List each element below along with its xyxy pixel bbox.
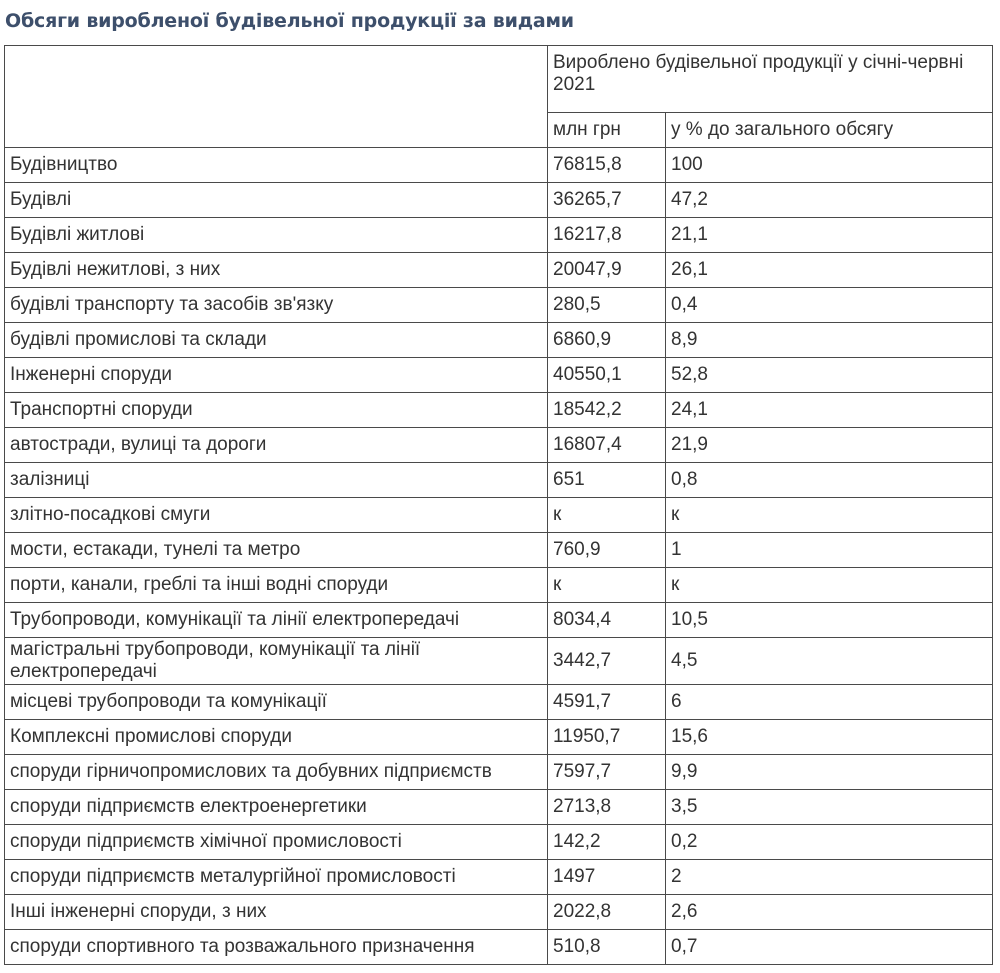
row-name: мости, естакади, тунелі та метро — [5, 533, 548, 568]
header-group-cell: Вироблено будівельної продукції у січні-червні 2021 — [548, 46, 993, 113]
row-pct: к — [666, 568, 993, 603]
row-mln: 40550,1 — [548, 358, 666, 393]
table-row — [5, 895, 993, 930]
row-pct: 0,8 — [666, 463, 993, 498]
table-row — [5, 393, 993, 428]
row-name: Будівлі — [5, 183, 548, 218]
row-name: залізниці — [5, 463, 548, 498]
row-mln: к — [548, 498, 666, 533]
table-row — [5, 253, 993, 288]
row-pct: 26,1 — [666, 253, 993, 288]
row-name: споруди підприємств електроенергетики — [5, 790, 548, 825]
row-mln: 7597,7 — [548, 755, 666, 790]
header-pct-cell: у % до загального обсягу — [666, 113, 993, 148]
row-pct: 52,8 — [666, 358, 993, 393]
table-row — [5, 428, 993, 463]
row-pct: 0,2 — [666, 825, 993, 860]
row-mln: 18542,2 — [548, 393, 666, 428]
row-name: споруди підприємств металургійної промисловості — [5, 860, 548, 895]
row-name: Інженерні споруди — [5, 358, 548, 393]
row-mln: 16217,8 — [548, 218, 666, 253]
row-name: будівлі промислові та склади — [5, 323, 548, 358]
row-pct: 0,7 — [666, 930, 993, 965]
row-pct: 21,1 — [666, 218, 993, 253]
row-pct: 24,1 — [666, 393, 993, 428]
table-row — [5, 498, 993, 533]
table-row — [5, 568, 993, 603]
row-name: Будівлі житлові — [5, 218, 548, 253]
table-row — [5, 755, 993, 790]
row-name: магістральні трубопроводи, комунікації та лінії електропередачі — [5, 638, 548, 685]
row-mln: 3442,7 — [548, 638, 666, 685]
row-name: місцеві трубопроводи та комунікації — [5, 685, 548, 720]
row-pct: 2 — [666, 860, 993, 895]
row-name: Будівництво — [5, 148, 548, 183]
table-row — [5, 825, 993, 860]
row-mln: к — [548, 568, 666, 603]
table-row — [5, 288, 993, 323]
table-row — [5, 183, 993, 218]
table-row — [5, 533, 993, 568]
table-row — [5, 930, 993, 965]
row-mln: 4591,7 — [548, 685, 666, 720]
row-mln: 651 — [548, 463, 666, 498]
row-pct: 21,9 — [666, 428, 993, 463]
table-row — [5, 323, 993, 358]
table-row — [5, 860, 993, 895]
row-name: Комплексні промислові споруди — [5, 720, 548, 755]
row-mln: 11950,7 — [548, 720, 666, 755]
row-pct: 4,5 — [666, 638, 993, 685]
row-pct: к — [666, 498, 993, 533]
row-pct: 0,4 — [666, 288, 993, 323]
construction-output-table — [4, 45, 993, 965]
row-pct: 47,2 — [666, 183, 993, 218]
row-name: Інші інженерні споруди, з них — [5, 895, 548, 930]
header-empty-cell — [5, 46, 548, 148]
table-row — [5, 358, 993, 393]
row-pct: 15,6 — [666, 720, 993, 755]
table-row — [5, 720, 993, 755]
row-mln: 142,2 — [548, 825, 666, 860]
row-mln: 760,9 — [548, 533, 666, 568]
page-title: Обсяги виробленої будівельної продукції за видами — [5, 10, 574, 32]
header-mln-cell: млн грн — [548, 113, 666, 148]
row-mln: 36265,7 — [548, 183, 666, 218]
row-name: злітно-посадкові смуги — [5, 498, 548, 533]
row-pct: 9,9 — [666, 755, 993, 790]
row-name: Трубопроводи, комунікації та лінії електропередачі — [5, 603, 548, 638]
row-name: автостради, вулиці та дороги — [5, 428, 548, 463]
row-mln: 8034,4 — [548, 603, 666, 638]
row-name: споруди спортивного та розважального призначення — [5, 930, 548, 965]
row-mln: 1497 — [548, 860, 666, 895]
table-row — [5, 638, 993, 685]
row-name: Будівлі нежитлові, з них — [5, 253, 548, 288]
table-row — [5, 790, 993, 825]
row-pct: 100 — [666, 148, 993, 183]
row-pct: 1 — [666, 533, 993, 568]
row-pct: 10,5 — [666, 603, 993, 638]
row-mln: 20047,9 — [548, 253, 666, 288]
table-row — [5, 148, 993, 183]
row-pct: 2,6 — [666, 895, 993, 930]
row-pct: 6 — [666, 685, 993, 720]
row-mln: 76815,8 — [548, 148, 666, 183]
row-pct: 8,9 — [666, 323, 993, 358]
row-mln: 280,5 — [548, 288, 666, 323]
table-row — [5, 218, 993, 253]
row-pct: 3,5 — [666, 790, 993, 825]
row-name: споруди гірничопромислових та добувних підприємств — [5, 755, 548, 790]
table-row — [5, 685, 993, 720]
table-row — [5, 603, 993, 638]
row-name: Транспортні споруди — [5, 393, 548, 428]
row-name: будівлі транспорту та засобів зв'язку — [5, 288, 548, 323]
row-mln: 6860,9 — [548, 323, 666, 358]
table-row — [5, 463, 993, 498]
row-mln: 16807,4 — [548, 428, 666, 463]
row-mln: 510,8 — [548, 930, 666, 965]
row-name: порти, канали, греблі та інші водні споруди — [5, 568, 548, 603]
table-header-row — [5, 46, 993, 113]
row-mln: 2713,8 — [548, 790, 666, 825]
row-mln: 2022,8 — [548, 895, 666, 930]
row-name: споруди підприємств хімічної промисловості — [5, 825, 548, 860]
